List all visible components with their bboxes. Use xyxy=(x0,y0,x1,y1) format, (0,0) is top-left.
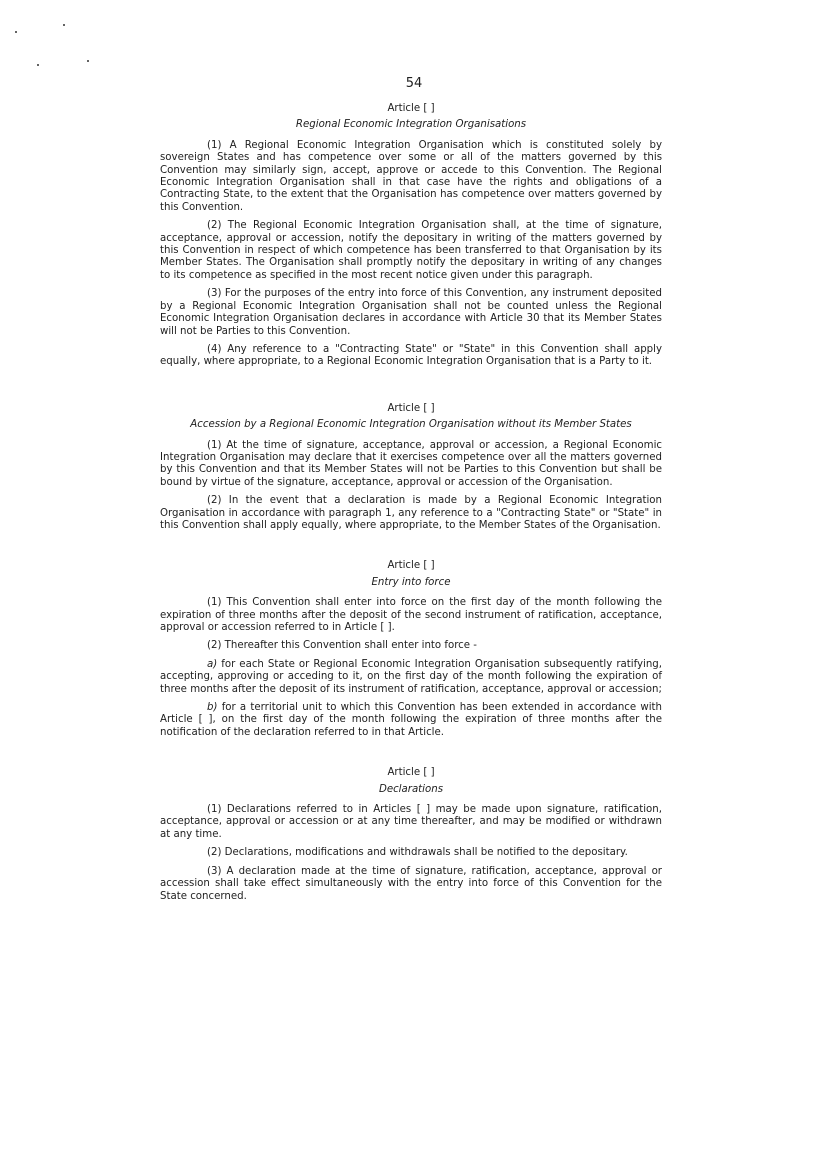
article-subtitle: Regional Economic Integration Organisations xyxy=(295,119,527,131)
list-label: b) xyxy=(207,702,218,714)
article-section xyxy=(160,403,662,533)
scan-speck xyxy=(15,31,17,33)
paragraph: (2) The Regional Economic Integration Organisation shall, at the time of signature, acceptance, approval or accession, notify the depositary in writing of the matters governed by this Convention in respect of which competence has been transferred to that Organisation by its Member States. The Organisation shall promptly notify the depositary in writing of any changes to its competence as specified in the most recent notice given under this paragraph. xyxy=(160,220,662,281)
list-label: a) xyxy=(207,658,218,670)
scan-speck xyxy=(87,60,89,62)
document-body xyxy=(160,103,662,909)
paragraph: (1) This Convention shall enter into force on the first day of the month following the expiration of three months after the deposit of the second instrument of ratification, acceptance, approval or accession referred to in Article [ ]. xyxy=(160,597,662,633)
scan-speck xyxy=(37,64,39,66)
paragraph: (2) Thereafter this Convention shall enter into force - xyxy=(207,640,477,652)
paragraph: (1) At the time of signature, acceptance, approval or accession, a Regional Economic Integration Organisation may declare that it exercises competence over all the matters governed by this Convention and that its Member States will not be Parties to this Convention but shall be bound by virtue of the signature, acceptance, approval or accession of the Organisation. xyxy=(160,439,662,488)
scan-speck xyxy=(63,24,65,26)
paragraph: (2) In the event that a declaration is made by a Regional Economic Integration Organisation in accordance with paragraph 1, any reference to a "Contracting State" or "State" in this Convention shall apply equally, where appropriate, to the Member States of the Organisation. xyxy=(160,495,662,531)
article-section xyxy=(160,560,662,739)
article-section xyxy=(160,767,662,903)
article-subtitle: Declarations xyxy=(378,783,444,795)
article-subtitle: Accession by a Regional Economic Integration Organisation without its Member States xyxy=(190,419,632,431)
list-text: for a territorial unit to which this Convention has been extended in accordance with Article [ ], on the first day of the month following the expiration of three months after the notification of the declaration referred to in that Article. xyxy=(160,702,662,738)
article-heading: Article [ ] xyxy=(387,560,435,572)
paragraph: (1) A Regional Economic Integration Organisation which is constituted solely by sovereign States and has competence over some or all of the matters governed by this Convention may similarly sign, accept, approve or accede to this Convention. The Regional Economic Integration Organisation shall in that case have the rights and obligations of a Contracting State, to the extent that the Organisation has competence over matters governed by this Convention. xyxy=(160,139,662,213)
paragraph: (3) A declaration made at the time of signature, ratification, acceptance, approval or accession shall take effect simultaneously with the entry into force of this Convention for the State concerned. xyxy=(160,865,662,902)
list-text: for each State or Regional Economic Integration Organisation subsequently ratifying, accepting, approving or acceding to it, on the first day of the month following the expiration of three months after the deposit of its instrument of ratification, acceptance, approval or accession; xyxy=(160,658,662,695)
paragraph: (4) Any reference to a "Contracting State" or "State" in this Convention shall apply equally, where appropriate, to a Regional Economic Integration Organisation that is a Party to it. xyxy=(160,343,662,368)
list-paragraph xyxy=(160,702,662,739)
article-heading: Article [ ] xyxy=(387,402,435,414)
list-paragraph xyxy=(160,659,662,696)
paragraph: (1) Declarations referred to in Articles [ ] may be made upon signature, ratification, acceptance, approval or accession or at any time thereafter, and may be modified or withdrawn at any time. xyxy=(160,804,662,840)
paragraph: (3) For the purposes of the entry into force of this Convention, any instrument deposited by a Regional Economic Integration Organisation shall not be counted unless the Regional Economic Integration Organisation declares in accordance with Article 30 that its Member States will not be Parties to this Convention. xyxy=(160,288,662,337)
article-section xyxy=(160,103,662,369)
article-heading: Article [ ] xyxy=(387,767,435,779)
paragraph: (2) Declarations, modifications and withdrawals shall be notified to the depositary. xyxy=(207,847,628,859)
article-heading: Article [ ] xyxy=(387,103,435,114)
article-subtitle: Entry into force xyxy=(371,576,451,588)
page-number: 54 xyxy=(405,76,423,91)
